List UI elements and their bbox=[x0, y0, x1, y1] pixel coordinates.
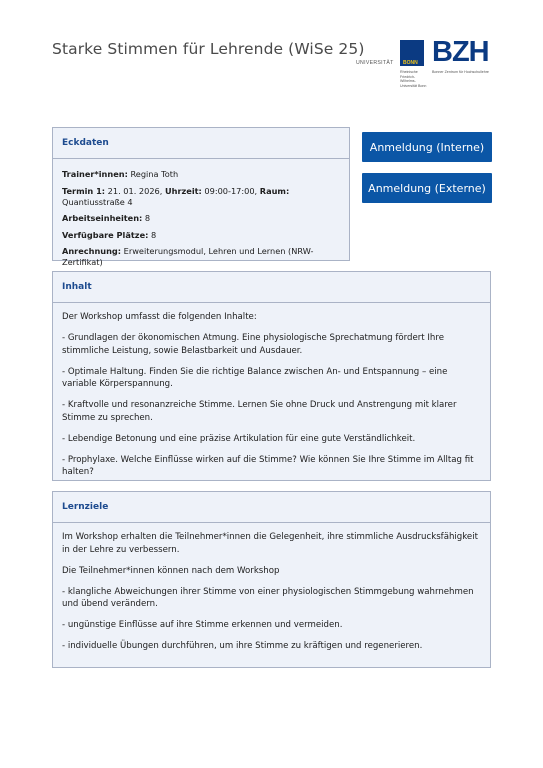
uhrzeit-value: 09:00-17:00, bbox=[201, 185, 260, 196]
university-bonn-logo bbox=[356, 40, 430, 94]
logo-bzh-subtitle: Bonner Zentrum für Hochschullehre bbox=[432, 70, 489, 74]
inhalt-paragraph: - Lebendige Betonung und eine präzise Artikulation für eine gute Verständlichkeit. bbox=[62, 433, 416, 444]
plaetze-value: 8 bbox=[148, 229, 157, 240]
logo-university-subtitle: Rheinische Friedrich-Wilhelms-Universität Bonn bbox=[400, 70, 427, 88]
raum-label: Raum: bbox=[259, 185, 290, 196]
arbeitseinheiten-label: Arbeitseinheiten: bbox=[62, 213, 143, 223]
lernziele-panel bbox=[52, 491, 491, 668]
plaetze-row bbox=[62, 230, 339, 241]
trainer-row bbox=[62, 169, 339, 180]
plaetze-label: Verfügbare Plätze: bbox=[62, 229, 149, 240]
trainer-label: Trainer*innen: bbox=[62, 169, 128, 179]
raum-value: Quantiusstraße 4 bbox=[62, 196, 133, 207]
anrechnung-value: Erweiterungsmodul, Lehren und Lernen (NRW-Zertifikat) bbox=[62, 246, 314, 267]
inhalt-paragraph: - Optimale Haltung. Finden Sie die richtige Balance zwischen An- und Entspannung – eine variable Körperspannung. bbox=[62, 366, 448, 389]
arbeitseinheiten-value: 8 bbox=[142, 213, 151, 223]
logo-university-word: UNIVERSITÄT bbox=[356, 60, 394, 66]
lernziele-paragraph: - individuelle Übungen durchführen, um ihre Stimme zu kräftigen und regenerieren. bbox=[62, 641, 423, 651]
inhalt-paragraph: Der Workshop umfasst die folgenden Inhalte: bbox=[62, 312, 257, 322]
termin-value: 21. 01. 2026, bbox=[105, 185, 165, 196]
lernziele-paragraph: - klangliche Abweichungen ihrer Stimme von einer physiologischen Stimmgebung wahrnehmen und übend verändern. bbox=[62, 586, 474, 609]
lernziele-paragraph: Im Workshop erhalten die Teilnehmer*innen die Gelegenheit, ihre stimmliche Ausdrucksfähigkeit in der Lehre zu verbessern. bbox=[62, 532, 478, 555]
lernziele-paragraph: Die Teilnehmer*innen können nach dem Workshop bbox=[62, 565, 280, 576]
lernziele-heading: Lernziele bbox=[53, 492, 490, 523]
lernziele-paragraph: - ungünstige Einflüsse auf ihre Stimme erkennen und vermeiden. bbox=[62, 620, 343, 630]
inhalt-paragraph: - Prophylaxe. Welche Einflüsse wirken auf die Stimme? Wie können Sie Ihre Stimme im Alltag fit halten? bbox=[62, 454, 474, 477]
eckdaten-panel bbox=[52, 127, 350, 267]
termin-label: Termin 1: bbox=[62, 185, 106, 196]
inhalt-paragraph: - Grundlagen der ökonomischen Atmung. Eine physiologische Sprechatmung fördert Ihre stimmliche Leistung, sowie Belastbarkeit und Ausdauer. bbox=[62, 333, 445, 356]
logo-bonn-word: BONN bbox=[403, 60, 418, 66]
eckdaten-heading: Eckdaten bbox=[53, 128, 349, 159]
inhalt-panel bbox=[52, 271, 491, 481]
inhalt-paragraph: - Kraftvolle und resonanzreiche Stimme. Lernen Sie ohne Druck und Anstrengung mit klarer Stimme zu sprechen. bbox=[62, 400, 457, 423]
inhalt-heading: Inhalt bbox=[53, 272, 490, 303]
bzh-logo bbox=[432, 36, 494, 94]
anrechnung-row bbox=[62, 246, 339, 268]
arbeitseinheiten-row bbox=[62, 213, 339, 224]
termin-row bbox=[62, 186, 339, 208]
uhrzeit-label: Uhrzeit: bbox=[164, 185, 202, 196]
anmeldung-externe-button[interactable]: Anmeldung (Externe) bbox=[362, 173, 492, 203]
page-title: Starke Stimmen für Lehrende (WiSe 25) bbox=[52, 40, 365, 58]
anmeldung-interne-button[interactable]: Anmeldung (Interne) bbox=[362, 132, 492, 162]
anrechnung-label: Anrechnung: bbox=[62, 246, 122, 256]
logo-bzh-letters: BZH bbox=[432, 36, 489, 68]
trainer-value: Regina Toth bbox=[127, 169, 179, 179]
